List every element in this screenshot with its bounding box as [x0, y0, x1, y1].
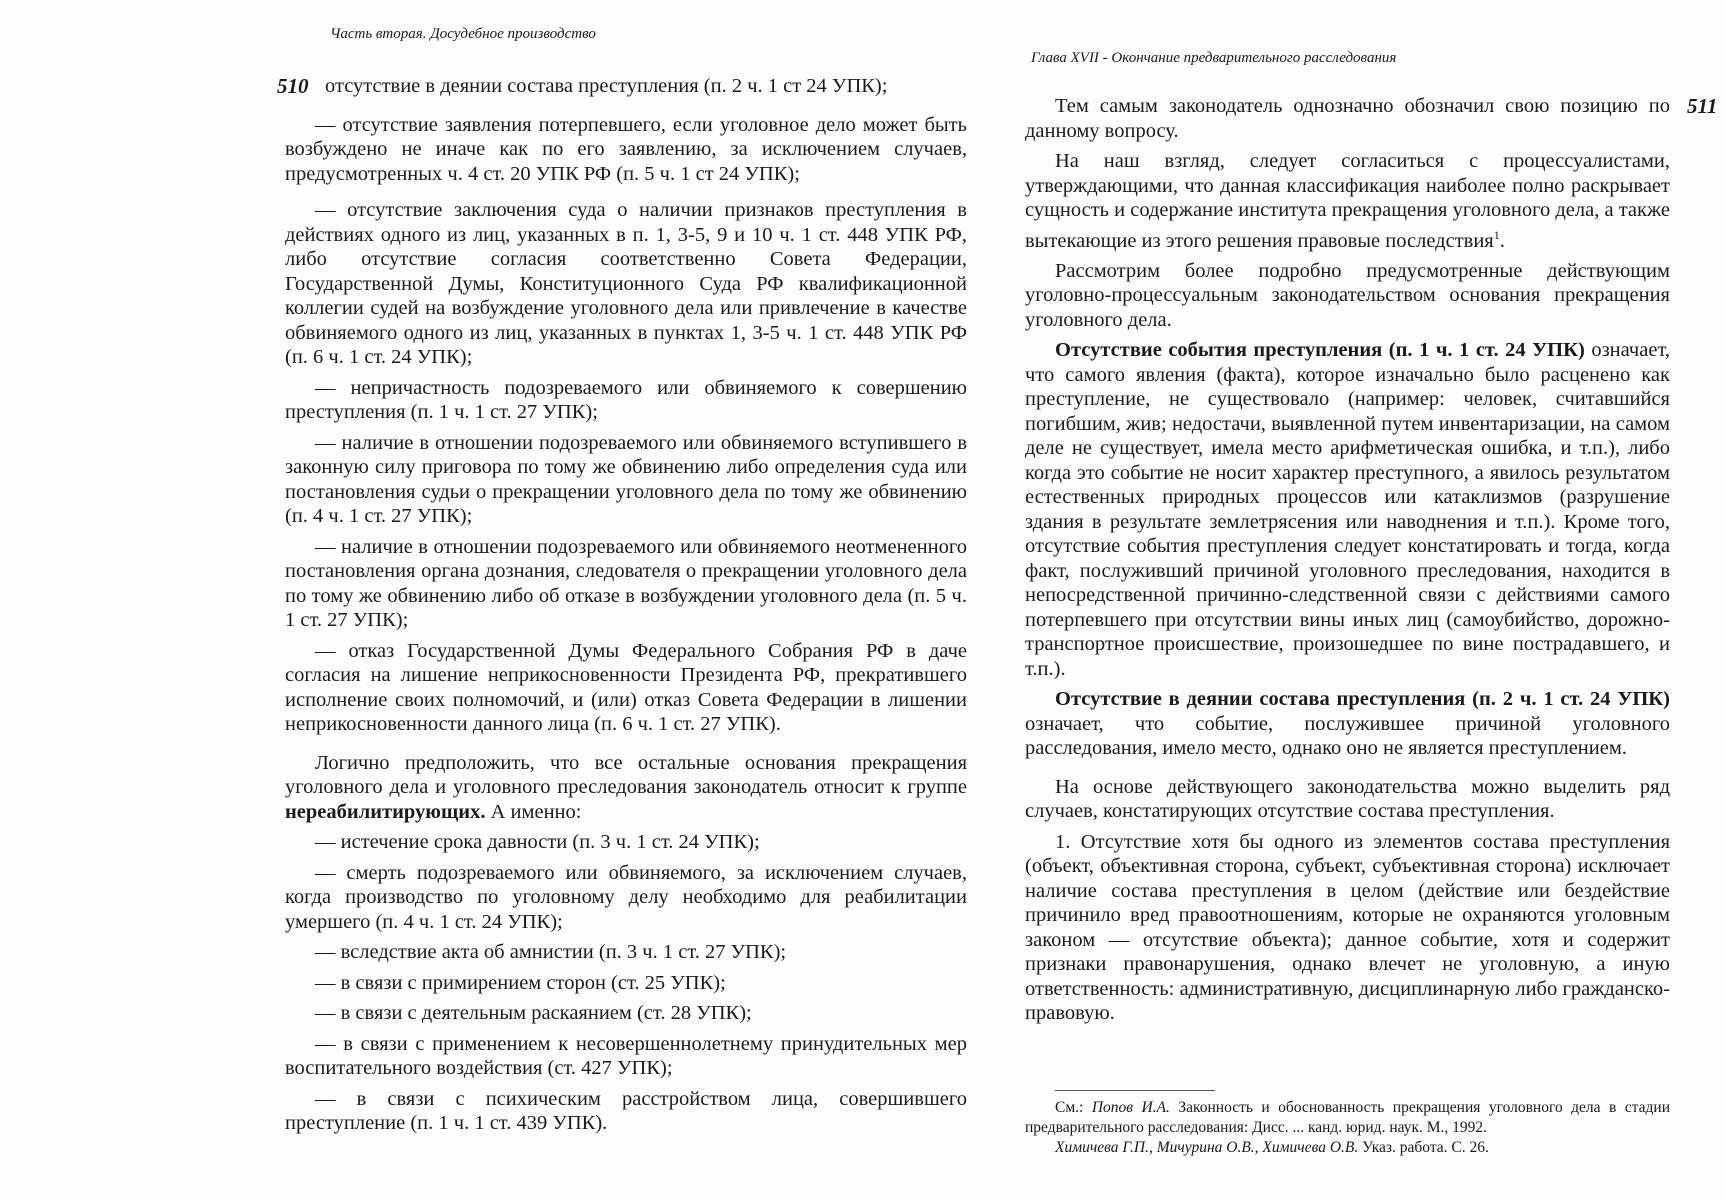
- footnote-1: [1025, 1098, 1670, 1138]
- para4-text: означает, что самого явления (факта), которое изначально было расценено как преступление, не существовало (например: человек, считавшийся погибшим, жив; недостачи, выявленной путем инвентаризации, на самом деле не существует, имела место арифметическая ошибка, и т.п.), либо когда это событие не носит характер преступного, а явилось результатом естественных природных процессов или катаклизмов (разрушение здания в результате землетрясения или наводнения и т.п.). Кроме того, отсутствие события преступления следует констатировать и тогда, когда факт, послуживший причиной уголовного преследования, находится в непосредственной причинно-следственной связи с действиями самого потерпевшего при отсутствии вины иных лиц (самоубийство, дорожно-транспортное происшествие, произошедшее по вине пострадавшего, и т.п.).: [1025, 339, 1670, 680]
- footnotes: [1025, 1098, 1670, 1158]
- list-item: — в связи с психическим расстройством лица, совершившего преступление (п. 1 ч. 1 ст. 439 УПК).: [285, 1087, 967, 1134]
- footnote-ref: 1: [1493, 227, 1500, 242]
- left-paragraph: — непричастность подозреваемого или обвиняемого к совершению преступления (п. 1 ч. 1 ст. 27 УПК);: [285, 376, 967, 423]
- para5-text: означает, что событие, послужившее причиной уголовного расследования, имело место, однако оно не является преступлением.: [1025, 712, 1670, 760]
- right-page-number: 511: [1687, 94, 1718, 118]
- right-paragraph: На основе действующего законодательства можно выделить ряд случаев, констатирующих отсутствие состава преступления.: [1025, 775, 1670, 823]
- footnote-2: [1025, 1138, 1670, 1158]
- fn1-text: Законность и обоснованность прекращения уголовного дела в стадии предварительного расследования: Дисс. ... канд. юрид. наук. М., 1992.: [1025, 1099, 1670, 1136]
- right-paragraph: [1025, 338, 1670, 681]
- list-item: — истечение срока давности (п. 3 ч. 1 ст. 24 УПК);: [315, 831, 760, 853]
- list-item: — вследствие акта об амнистии (п. 3 ч. 1 ст. 27 УПК);: [315, 941, 787, 963]
- list-item: — в связи с применением к несовершеннолетнему принудительных мер воспитательного воздействия (ст. 427 УПК);: [285, 1032, 967, 1079]
- left-paragraph: — наличие в отношении подозреваемого или обвиняемого вступившего в законную силу приговора по тому же обвинению либо определения суда или постановления судьи о прекращении уголовного дела по тому же обвинению (п. 4 ч. 1 ст. 27 УПК);: [285, 431, 967, 527]
- right-body-text: [1025, 94, 1670, 1032]
- list-item: — смерть подозреваемого или обвиняемого, за исключением случаев, когда производство по уголовному делу необходимо для реабилитации умершего (п. 4 ч. 1 ст. 24 УПК);: [285, 861, 967, 933]
- list-item: — в связи с примирением сторон (ст. 25 УПК);: [315, 971, 726, 994]
- left-paragraph: — наличие в отношении подозреваемого или обвиняемого неотмененного постановления органа дознания, следователя о прекращении уголовного дела по тому же обвинению либо об отказе в возбуждении уголовного дела (п. 5 ч. 1 ст. 27 УПК);: [285, 535, 967, 631]
- para8-bold: нереабилитирующих.: [285, 800, 486, 823]
- left-paragraph: [285, 751, 967, 825]
- left-paragraph: — отсутствие заключения суда о наличии признаков преступления в действиях одного из лиц, указанных в п. 1, 3-5, 9 и 10 ч. 1 ст. 448 УПК РФ, либо отсутствие согласия соответственно Совета Федерации, Государственной Думы, Конституционного Суда РФ квалификационной коллегии судей на возбуждение уголовного дела или привлечение в качестве обвиняемого одного из лиц, указанных в пунктах 1, 3-5 ч. 1 ст. 448 УПК РФ (п. 6 ч. 1 ст. 24 УПК);: [285, 199, 967, 368]
- para2-text: На наш взгляд, следует согласиться с процессуалистами, утверждающими, что данная классификация наиболее полно раскрывает сущность и содержание института прекращения уголовного дела, а также вытекающие из этого решения правовые последствия: [1025, 150, 1670, 252]
- left-paragraph: — отсутствие заявления потерпевшего, если уголовное дело может быть возбуждено не иначе как по его заявлению, за исключением случаев, предусмотренных ч. 4 ст. 20 УПК РФ (п. 5 ч. 1 ст 24 УПК);: [285, 113, 967, 185]
- right-paragraph: 1. Отсутствие хотя бы одного из элементов состава преступления (объект, объективная сторона, субъект, субъективная сторона) исключает наличие состава преступления в целом (действие или бездействие причинило вред правоотношениям, которые не охраняются уголовным законом — отсутствие объекта); данное событие, хотя и содержит признаки правонарушения, однако влечет не уголовную, а иную ответственность: административную, дисциплинарную либо гражданско-правовую.: [1025, 830, 1670, 1025]
- fn1-author: Попов И.А.: [1091, 1099, 1170, 1116]
- left-page-number: 510: [277, 74, 309, 98]
- right-paragraph: На наш взгляд, следует согласиться с процессуалистами, утверждающими, что данная классификация наиболее полно раскрывает сущность и содержание института прекращения уголовного дела, а также вытекающие из этого решения правовые последствия$^1$.: [1025, 150, 1670, 252]
- left-paragraph: отсутствие в деянии состава преступления (п. 2 ч. 1 ст 24 УПК);: [325, 75, 888, 97]
- right-page: [1005, 0, 1725, 1200]
- right-paragraph: [1025, 687, 1670, 761]
- left-paragraph: — отказ Государственной Думы Федерального Собрания РФ в даче согласия на лишение неприкосновенности Президента РФ, прекратившего исполнение своих полномочий, и (или) отказ Совета Федерации в лишении неприкосновенности данного лица (п. 6 ч. 1 ст. 27 УПК).: [285, 639, 967, 735]
- right-paragraph: Рассмотрим более подробно предусмотренные действующим уголовно-процессуальным законодательством основания прекращения уголовного дела.: [1025, 259, 1670, 331]
- fn1-prefix: См.:: [1055, 1099, 1092, 1116]
- fn2-authors: Химичева Г.П., Мичурина О.В., Химичева О.В.: [1055, 1139, 1359, 1156]
- para4-bold: Отсутствие события преступления (п. 1 ч. 1 ст. 24 УПК): [1055, 339, 1585, 362]
- left-body-text: [285, 74, 967, 1142]
- fn2-text: Указ. работа. С. 26.: [1358, 1139, 1489, 1156]
- para8-text-a: Логично предположить, что все остальные основания прекращения уголовного дела и уголовного преследования законодатель относит к группе: [285, 751, 967, 798]
- para5-bold: Отсутствие в деянии состава преступления (п. 2 ч. 1 ст. 24 УПК): [1055, 688, 1670, 711]
- left-running-head: Часть вторая. Досудебное производство: [330, 26, 596, 42]
- right-paragraph: Тем самым законодатель однозначно обозначил свою позицию по данному вопросу.: [1025, 95, 1670, 142]
- right-running-head: Глава XVII - Окончание предварительного расследования: [1031, 50, 1397, 66]
- list-item: — в связи с деятельным раскаянием (ст. 28 УПК);: [315, 1002, 752, 1024]
- footnote-separator: [1055, 1090, 1215, 1091]
- para8-text-b: А именно:: [485, 800, 582, 823]
